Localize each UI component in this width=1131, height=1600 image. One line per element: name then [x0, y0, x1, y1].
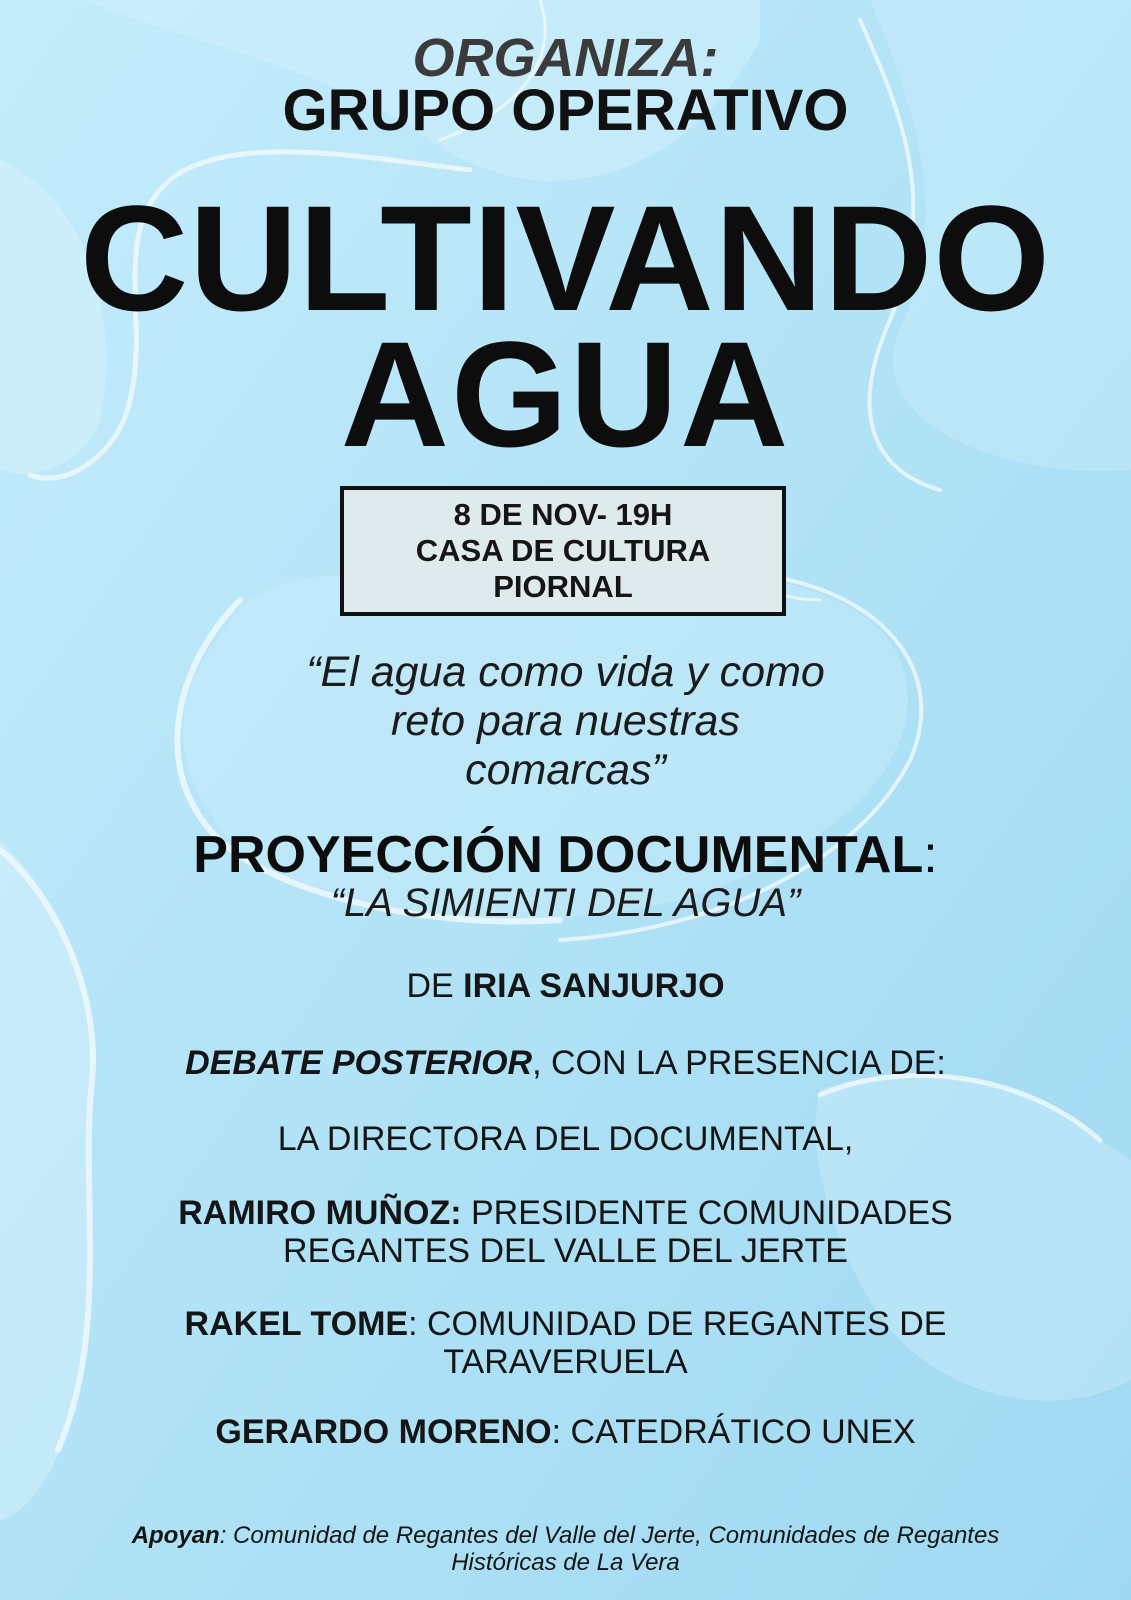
- gerardo-role: : CATEDRÁTICO UNEX: [551, 1413, 916, 1451]
- ramiro-role-1: PRESIDENTE COMUNIDADES: [461, 1194, 953, 1232]
- projection-heading-text: PROYECCIÓN DOCUMENTAL: [193, 826, 924, 884]
- title-line-1: CULTIVANDO: [79, 174, 1051, 342]
- event-venue: CASA DE CULTURA: [415, 533, 711, 568]
- ramiro-role-2: REGANTES DEL VALLE DEL JERTE: [283, 1232, 848, 1270]
- guest-director: LA DIRECTORA DEL DOCUMENTAL,: [277, 1120, 854, 1158]
- rakel-name: RAKEL TOME: [184, 1305, 409, 1343]
- projection-heading: [0, 826, 1131, 884]
- guest-rakel: [0, 1305, 1131, 1381]
- supporters-label: Apoyan: [131, 1522, 220, 1549]
- quote-line-1: “El agua como vida y como: [306, 648, 825, 696]
- film-title: “LA SIMIENTI DEL AGUA”: [330, 881, 801, 925]
- quote: [0, 648, 1131, 795]
- rakel-role-2: TARAVERUELA: [443, 1343, 688, 1381]
- supporters: [0, 1522, 1131, 1576]
- quote-line-3: comarcas”: [465, 746, 666, 794]
- organizer-name: GRUPO OPERATIVO: [282, 78, 849, 143]
- debate-label: DEBATE POSTERIOR: [185, 1044, 533, 1082]
- event-date: 8 DE NOV- 19H: [453, 497, 673, 532]
- film-author: [0, 967, 1131, 1005]
- author-name: IRIA SANJURJO: [463, 967, 725, 1005]
- event-info-box: [340, 486, 786, 616]
- debate-line: [0, 1044, 1131, 1082]
- quote-line-2: reto para nuestras: [391, 697, 740, 745]
- projection-colon: :: [923, 826, 938, 884]
- rakel-role-1: : COMUNIDAD DE REGANTES DE: [408, 1305, 947, 1343]
- event-place: PIORNAL: [493, 569, 633, 604]
- supporters-text-2: Históricas de La Vera: [451, 1549, 680, 1576]
- supporters-text-1: : Comunidad de Regantes del Valle del Jerte, Comunidades de Regantes: [219, 1522, 1000, 1549]
- author-prefix: DE: [406, 967, 464, 1005]
- debate-rest: , CON LA PRESENCIA DE:: [532, 1044, 946, 1082]
- organiza-label: ORGANIZA:: [412, 28, 719, 88]
- guest-gerardo: [0, 1413, 1131, 1451]
- ramiro-name: RAMIRO MUÑOZ:: [178, 1194, 462, 1232]
- title-line-2: AGUA: [340, 310, 791, 478]
- gerardo-name: GERARDO MORENO: [215, 1413, 552, 1451]
- guest-ramiro: [0, 1194, 1131, 1270]
